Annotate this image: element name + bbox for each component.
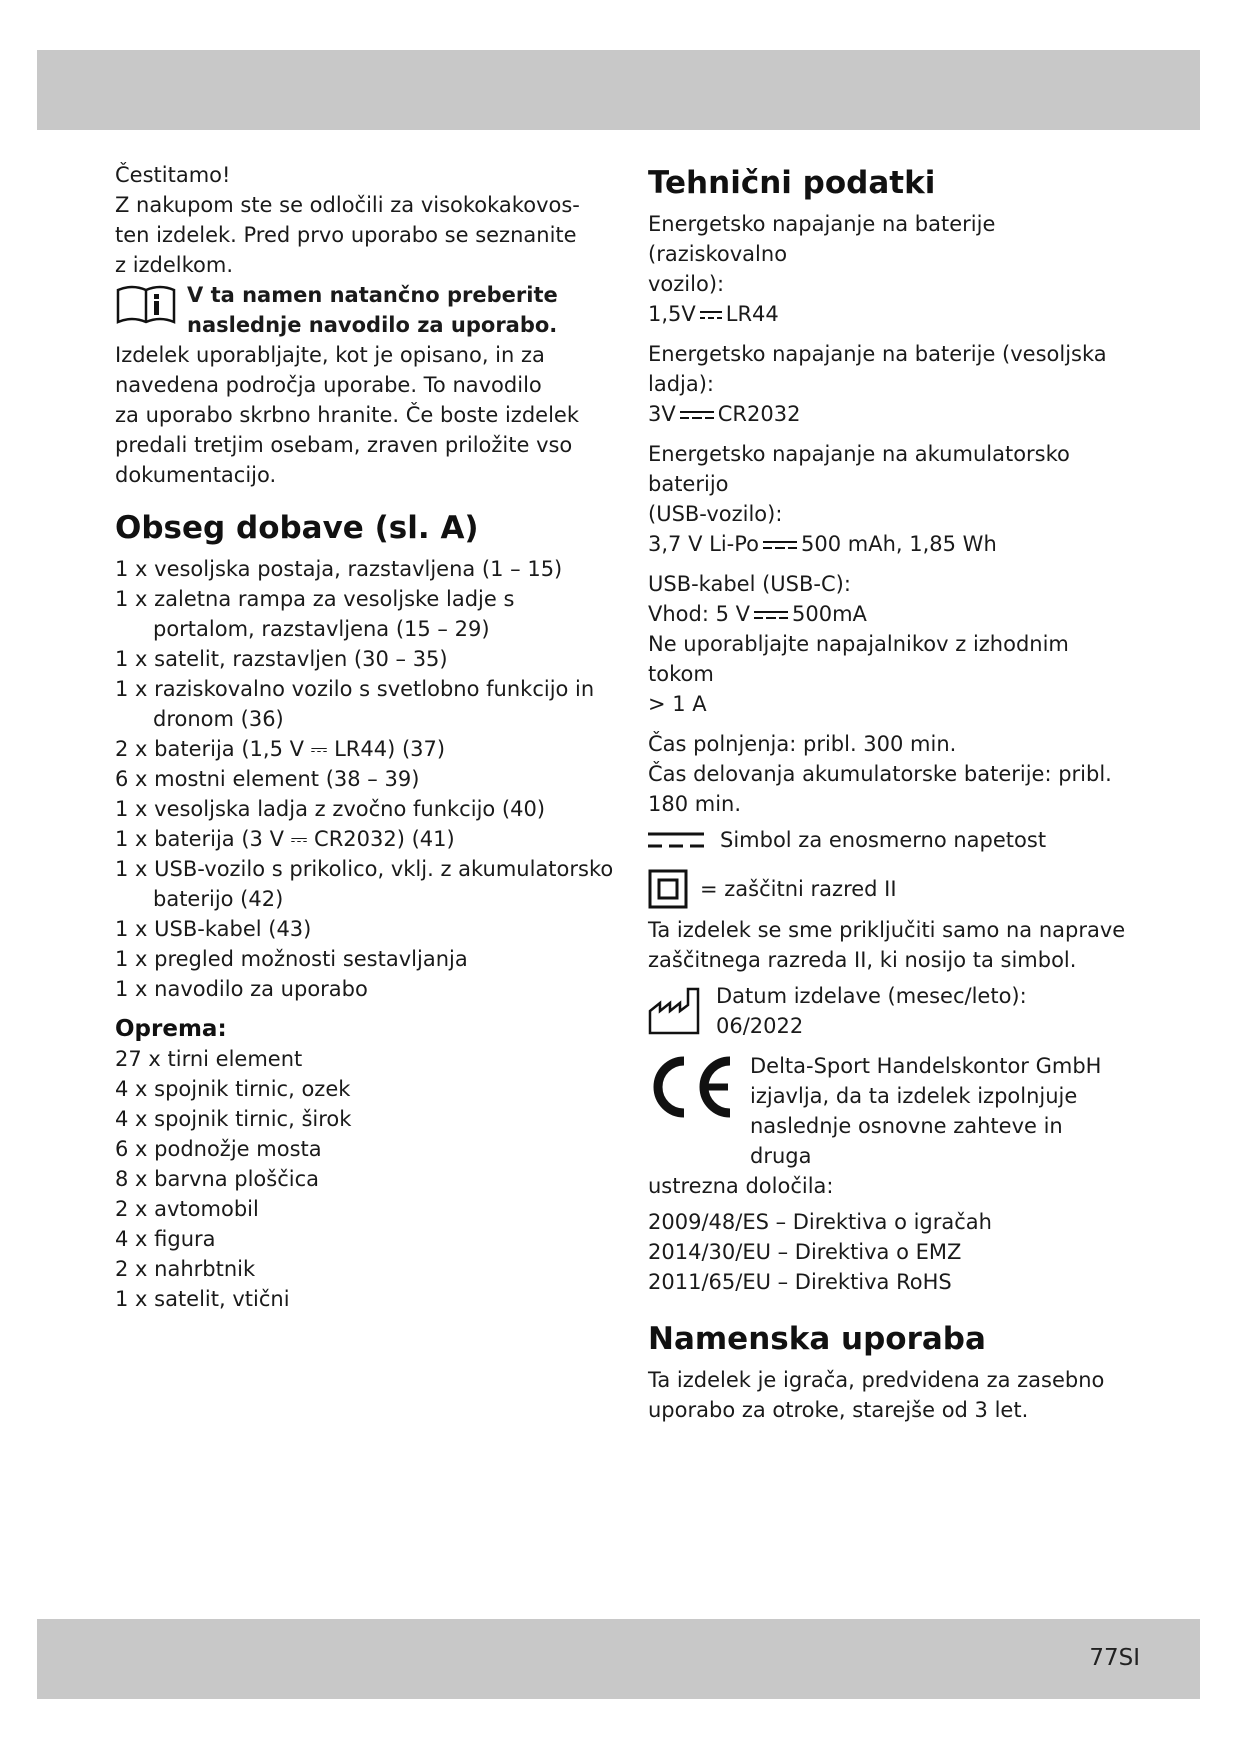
spec-value	[648, 599, 1128, 629]
spec-line: Ne uporabljajte napajalnikov z izhodnim tokom	[648, 632, 1069, 686]
equipment-list	[115, 1044, 615, 1314]
factory-icon	[648, 987, 700, 1035]
spec-value	[648, 299, 1128, 329]
spec-line: ladja):	[648, 372, 715, 396]
ce-declaration	[648, 1051, 1128, 1171]
class2-legend	[648, 869, 1128, 909]
use-line: Ta izdelek je igrača, predvidena za zasebno	[648, 1368, 1105, 1392]
ce-line: izjavlja, da ta izdelek izpolnjuje	[750, 1084, 1078, 1108]
date-value: 06/2022	[716, 1014, 804, 1038]
footer-band	[37, 1619, 1200, 1699]
list-item: 6 x mostni element (38 – 39)	[115, 767, 420, 791]
ce-line: Delta-Sport Handelskontor GmbH	[750, 1054, 1102, 1078]
intro-line: z izdelkom.	[115, 253, 234, 277]
use-line: uporabo za otroke, starejše od 3 let.	[648, 1398, 1029, 1422]
right-column	[648, 163, 1128, 1425]
spec-line: Čas delovanja akumulatorske baterije: pribl.	[648, 762, 1112, 786]
list-item: 2 x nahrbtnik	[115, 1257, 256, 1281]
spec-input: Vhod: 5 V	[648, 602, 751, 626]
spec-voltage: 1,5V	[648, 302, 696, 326]
list-item: 1 x navodilo za uporabo	[115, 977, 368, 1001]
dc-symbol-icon	[754, 609, 788, 621]
dc-symbol-icon	[763, 539, 797, 551]
warning-line: V ta namen natančno preberite	[187, 283, 558, 307]
dc-legend-text: Simbol za enosmerno napetost	[720, 828, 1047, 852]
usage-line: za uporabo skrbno hranite. Če boste izdelek	[115, 403, 579, 427]
usage-line: dokumentacijo.	[115, 463, 277, 487]
list-item: 4 x figura	[115, 1227, 216, 1251]
class2-note: Ta izdelek se sme priključiti samo na naprave	[648, 918, 1126, 942]
usage-line: predali tretjim osebam, zraven priložite vso	[115, 433, 573, 457]
list-item: 1 x baterija (3 V ⎓ CR2032) (41)	[115, 827, 455, 851]
ce-line: ustrezna določila:	[648, 1174, 834, 1198]
class2-text: = zaščitni razred II	[700, 877, 897, 901]
ce-line: naslednje osnovne zahteve in druga	[750, 1114, 1063, 1168]
spec-line: > 1 A	[648, 692, 707, 716]
dc-legend	[648, 825, 1128, 855]
spec-voltage: 3,7 V Li-Po	[648, 532, 759, 556]
use-heading: Namenska uporaba	[648, 1321, 986, 1357]
equipment-heading: Oprema:	[115, 1016, 227, 1042]
spec-battery: CR2032	[717, 402, 801, 426]
list-item: 2 x baterija (1,5 V ⎓ LR44) (37)	[115, 737, 446, 761]
spec-line: Čas polnjenja: pribl. 300 min.	[648, 732, 957, 756]
list-item: 2 x avtomobil	[115, 1197, 259, 1221]
dc-symbol-icon	[700, 309, 722, 321]
directive: 2011/65/EU – Direktiva RoHS	[648, 1270, 952, 1294]
usage-line: navedena področja uporabe. To navodilo	[115, 373, 542, 397]
spec-line: Energetsko napajanje na baterije (vesoljska	[648, 342, 1107, 366]
intro-line: Čestitamo!	[115, 163, 231, 187]
list-item: 1 x USB-kabel (43)	[115, 917, 312, 941]
spec-value	[648, 529, 1128, 559]
intro-line: Z nakupom ste se odločili za visokokakovos-	[115, 193, 580, 217]
list-item: 27 x tirni element	[115, 1047, 303, 1071]
page-number: 77SI	[1089, 1645, 1140, 1671]
tech-heading: Tehnični podatki	[648, 165, 936, 201]
ce-mark-icon	[648, 1055, 734, 1119]
spec-line: 180 min.	[648, 792, 742, 816]
usage-line: Izdelek uporabljajte, kot je opisano, in za	[115, 343, 545, 367]
manual-book-icon	[115, 282, 177, 326]
read-manual-notice	[115, 280, 615, 340]
directive: 2014/30/EU – Direktiva o EMZ	[648, 1240, 962, 1264]
manufacture-date	[648, 981, 1128, 1041]
scope-heading: Obseg dobave (sl. A)	[115, 510, 479, 546]
list-item: 4 x spojnik tirnic, ozek	[115, 1077, 351, 1101]
spec-line: vozilo):	[648, 272, 725, 296]
directive: 2009/48/ES – Direktiva o igračah	[648, 1210, 992, 1234]
dc-symbol-icon	[680, 409, 714, 421]
scope-list	[115, 554, 615, 1004]
list-item: 4 x spojnik tirnic, širok	[115, 1107, 352, 1131]
list-item: 1 x satelit, razstavljen (30 – 35)	[115, 647, 448, 671]
spec-voltage: 3V	[648, 402, 676, 426]
spec-line: USB-kabel (USB-C):	[648, 572, 851, 596]
spec-line: (USB-vozilo):	[648, 502, 783, 526]
spec-line: Energetsko napajanje na akumulatorsko baterijo	[648, 442, 1070, 496]
spec-current: 500mA	[792, 602, 867, 626]
list-item: 8 x barvna ploščica	[115, 1167, 320, 1191]
list-item: 1 x vesoljska postaja, razstavljena (1 – 15)	[115, 557, 563, 581]
list-item: 6 x podnožje mosta	[115, 1137, 322, 1161]
dc-symbol-icon	[648, 829, 704, 851]
intro-line: ten izdelek. Pred prvo uporabo se seznanite	[115, 223, 577, 247]
header-band	[37, 50, 1200, 130]
list-item: 1 x zaletna rampa za vesoljske ladje s portalom, razstavljena (15 – 29)	[115, 587, 515, 641]
left-column	[115, 160, 615, 1314]
list-item: 1 x raziskovalno vozilo s svetlobno funkcijo in dronom (36)	[115, 677, 595, 731]
protection-class-2-icon	[648, 869, 688, 909]
class2-note: zaščitnega razreda II, ki nosijo ta simbol.	[648, 948, 1077, 972]
spec-capacity: 500 mAh, 1,85 Wh	[801, 532, 997, 556]
date-label: Datum izdelave (mesec/leto):	[716, 984, 1027, 1008]
list-item: 1 x USB-vozilo s prikolico, vklj. z akumulatorsko baterijo (42)	[115, 857, 614, 911]
list-item: 1 x pregled možnosti sestavljanja	[115, 947, 468, 971]
spec-line: Energetsko napajanje na baterije (raziskovalno	[648, 212, 996, 266]
list-item: 1 x vesoljska ladja z zvočno funkcijo (40)	[115, 797, 546, 821]
warning-line: naslednje navodilo za uporabo.	[187, 313, 558, 337]
spec-value	[648, 399, 1128, 429]
spec-battery: LR44	[725, 302, 779, 326]
list-item: 1 x satelit, vtični	[115, 1287, 290, 1311]
